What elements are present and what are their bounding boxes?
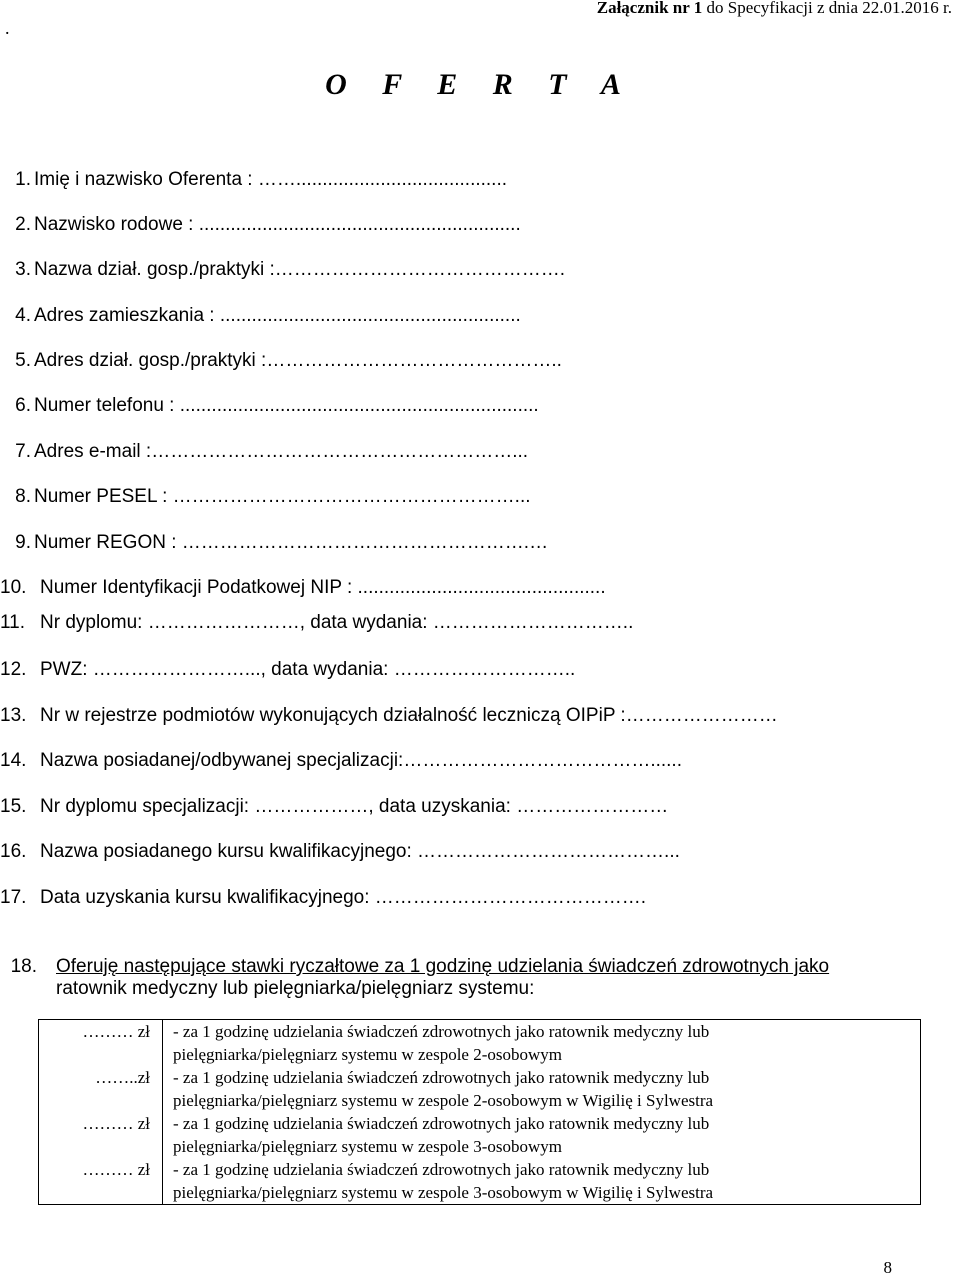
item-number: 10.	[0, 577, 27, 598]
item-text: Nazwisko rodowe : .............................................................	[34, 214, 521, 235]
item-number: 11.	[0, 612, 26, 633]
item-text: Nazwa posiadanego kursu kwalifikacyjnego: …………………………………...	[40, 841, 680, 862]
page-number: 8	[883, 1258, 892, 1277]
rate-description-line: - za 1 godzinę udzielania świadczeń zdrowotnych jako ratownik medyczny lub	[173, 1068, 710, 1087]
rate-description-line: pielęgniarka/pielęgniarz systemu w zespole 3-osobowym w Wigilię i Sylwestra	[173, 1183, 714, 1202]
rate-amount: ……..zł	[39, 1066, 163, 1112]
item-number: 13.	[0, 705, 27, 726]
rates-intro-underlined: Oferuję następujące stawki ryczałtowe za 1 godzinę udzielania świadczeń zdrowotnych jako	[56, 956, 830, 977]
rate-amount: ……… zł	[39, 1020, 163, 1067]
item-text: Numer telefonu : ....................................................................	[34, 395, 539, 416]
item-number: 18.	[10, 956, 37, 977]
rate-description	[163, 1020, 921, 1067]
item-text: Data uzyskania kursu kwalifikacyjnego: …………………………………….	[40, 887, 647, 908]
item-text: Nr dyplomu: ……………………, data wydania: …………………………..	[40, 612, 634, 633]
rate-description-line: - za 1 godzinę udzielania świadczeń zdrowotnych jako ratownik medyczny lub	[173, 1160, 710, 1179]
rates-table	[38, 1019, 921, 1205]
rate-amount: ……… zł	[39, 1158, 163, 1205]
rate-description-line: pielęgniarka/pielęgniarz systemu w zespole 2-osobowym w Wigilię i Sylwestra	[173, 1091, 714, 1110]
item-text: Imię i nazwisko Oferenta : ……........................................	[34, 169, 508, 190]
item-text: Adres dział. gosp./praktyki :………………………………………..	[34, 350, 562, 371]
rate-row	[39, 1112, 921, 1158]
leading-dot: .	[5, 18, 10, 38]
item-number: 2.	[15, 214, 31, 235]
rate-description-line: pielęgniarka/pielęgniarz systemu w zespole 2-osobowym	[173, 1045, 562, 1064]
rate-description-line: - za 1 godzinę udzielania świadczeń zdrowotnych jako ratownik medyczny lub	[173, 1114, 710, 1133]
item-text: Adres e-mail :…………………………………………………...	[34, 441, 529, 462]
item-number: 7.	[15, 441, 31, 462]
rate-row	[39, 1020, 921, 1067]
item-text: Nr w rejestrze podmiotów wykonujących działalność leczniczą OIPiP :……………………	[40, 705, 778, 726]
item-number: 4.	[15, 305, 31, 326]
rate-description	[163, 1112, 921, 1158]
rate-description-line: pielęgniarka/pielęgniarz systemu w zespole 3-osobowym	[173, 1137, 562, 1156]
item-number: 3.	[15, 259, 31, 280]
rate-description	[163, 1066, 921, 1112]
attachment-label: Załącznik nr 1	[596, 0, 703, 17]
item-number: 16.	[0, 841, 27, 862]
item-number: 14.	[0, 750, 27, 771]
item-text: Nazwa dział. gosp./praktyki :……………………………………….	[34, 259, 566, 280]
item-number: 15.	[0, 796, 27, 817]
item-text: Numer Identyfikacji Podatkowej NIP : ...............................................	[40, 577, 606, 598]
item-text: Adres zamieszkania : .........................................................	[34, 305, 521, 326]
item-number: 17.	[0, 887, 27, 908]
item-number: 5.	[15, 350, 31, 371]
item-number: 6.	[15, 395, 31, 416]
rates-intro-text	[56, 956, 886, 1000]
item-number: 12.	[0, 659, 27, 680]
rate-description	[163, 1158, 921, 1205]
page-title: O F E R T A	[325, 68, 635, 101]
item-text: Numer REGON : ……………………………………………….…	[34, 532, 549, 553]
rate-amount: ……… zł	[39, 1112, 163, 1158]
item-text: Numer PESEL : ………………………………………………...	[34, 486, 531, 507]
rates-intro-rest: ratownik medyczny lub pielęgniarka/pielęgniarz systemu:	[56, 978, 535, 999]
item-number: 9.	[15, 532, 31, 553]
rate-description-line: - za 1 godzinę udzielania świadczeń zdrowotnych jako ratownik medyczny lub	[173, 1022, 710, 1041]
item-text: Nr dyplomu specjalizacji: ………………, data uzyskania: ……………………	[40, 796, 669, 817]
attachment-note	[597, 0, 952, 18]
rate-row	[39, 1066, 921, 1112]
rate-row	[39, 1158, 921, 1205]
item-text: PWZ: ……………………..., data wydania: ………………………..	[40, 659, 576, 680]
item-number: 8.	[15, 486, 31, 507]
item-number: 1.	[15, 169, 31, 190]
item-text: Nazwa posiadanej/odbywanej specjalizacji:…………………………………......	[40, 750, 682, 771]
attachment-date: do Specyfikacji z dnia 22.01.2016 r.	[702, 0, 952, 17]
